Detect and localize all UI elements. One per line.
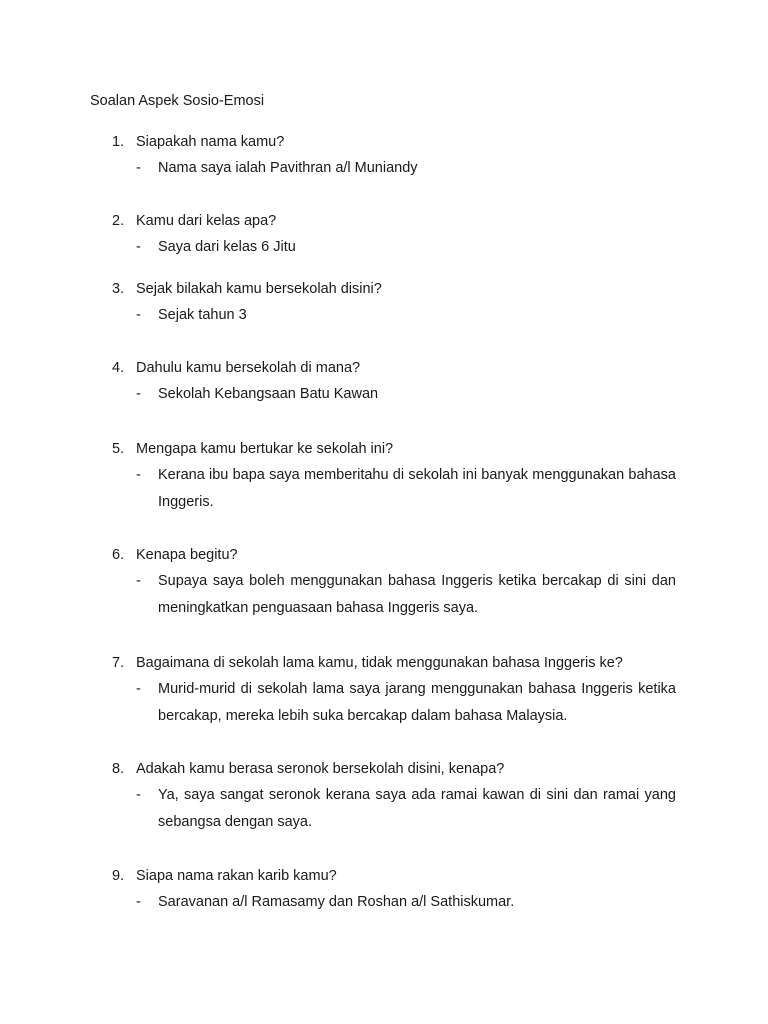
question-text: Mengapa kamu bertukar ke sekolah ini?: [136, 441, 394, 457]
answer-dash: -: [136, 894, 141, 910]
question-line: [112, 211, 682, 231]
answer-dash: -: [136, 307, 141, 323]
answer-dash: -: [136, 787, 141, 803]
question-number: 3.: [112, 281, 125, 297]
qa-item-1: [112, 132, 682, 182]
answer-dash: -: [136, 573, 141, 589]
question-text: Siapakah nama kamu?: [136, 134, 285, 150]
question-text: Siapa nama rakan karib kamu?: [136, 868, 337, 884]
question-line: [112, 759, 682, 779]
answer-dash: -: [136, 160, 141, 176]
question-number: 5.: [112, 441, 125, 457]
qa-item-9: [112, 866, 682, 916]
answer-dash: -: [136, 681, 141, 697]
answer-text: Supaya saya boleh menggunakan bahasa Inggeris ketika bercakap di sini dan meningkatkan penguasaan bahasa Inggeris saya.: [158, 573, 676, 616]
answer-block: [112, 462, 682, 516]
question-line: [112, 545, 682, 565]
answer-block: [112, 889, 682, 916]
question-number: 2.: [112, 213, 125, 229]
answer-text: Saravanan a/l Ramasamy dan Roshan a/l Sathiskumar.: [158, 894, 515, 910]
answer-text: Sekolah Kebangsaan Batu Kawan: [158, 386, 379, 402]
answer-dash: -: [136, 239, 141, 255]
answer-block: [112, 782, 682, 836]
question-line: [112, 653, 682, 673]
qa-item-4: [112, 358, 682, 408]
answer-text: Kerana ibu bapa saya memberitahu di sekolah ini banyak menggunakan bahasa Inggeris.: [158, 467, 676, 510]
answer-text: Sejak tahun 3: [158, 307, 247, 323]
answer-text: Saya dari kelas 6 Jitu: [158, 239, 296, 255]
question-text: Kamu dari kelas apa?: [136, 213, 277, 229]
question-number: 9.: [112, 868, 125, 884]
qa-item-6: [112, 545, 682, 622]
answer-block: [112, 568, 682, 622]
question-number: 7.: [112, 655, 125, 671]
question-line: [112, 279, 682, 299]
document-title: Soalan Aspek Sosio-Emosi: [90, 93, 265, 109]
question-text: Adakah kamu berasa seronok bersekolah disini, kenapa?: [136, 761, 505, 777]
qa-item-7: [112, 653, 682, 730]
answer-text: Nama saya ialah Pavithran a/l Muniandy: [158, 160, 418, 176]
answer-block: [112, 676, 682, 730]
question-text: Dahulu kamu bersekolah di mana?: [136, 360, 361, 376]
question-text: Kenapa begitu?: [136, 547, 238, 563]
answer-block: [112, 155, 682, 182]
qa-item-2: [112, 211, 682, 261]
answer-block: [112, 234, 682, 261]
qa-item-5: [112, 439, 682, 516]
qa-item-3: [112, 279, 682, 329]
question-text: Bagaimana di sekolah lama kamu, tidak menggunakan bahasa Inggeris ke?: [136, 655, 623, 671]
question-line: [112, 132, 682, 152]
answer-dash: -: [136, 467, 141, 483]
question-text: Sejak bilakah kamu bersekolah disini?: [136, 281, 382, 297]
qa-item-8: [112, 759, 682, 836]
question-number: 1.: [112, 134, 125, 150]
question-line: [112, 866, 682, 886]
question-line: [112, 358, 682, 378]
answer-dash: -: [136, 386, 141, 402]
question-line: [112, 439, 682, 459]
answer-block: [112, 381, 682, 408]
question-number: 4.: [112, 360, 125, 376]
question-number: 8.: [112, 761, 125, 777]
answer-text: Murid-murid di sekolah lama saya jarang menggunakan bahasa Inggeris ketika bercakap, mereka lebih suka bercakap dalam bahasa Malaysia.: [158, 681, 676, 724]
answer-block: [112, 302, 682, 329]
question-number: 6.: [112, 547, 125, 563]
answer-text: Ya, saya sangat seronok kerana saya ada ramai kawan di sini dan ramai yang sebangsa dengan saya.: [158, 787, 676, 830]
